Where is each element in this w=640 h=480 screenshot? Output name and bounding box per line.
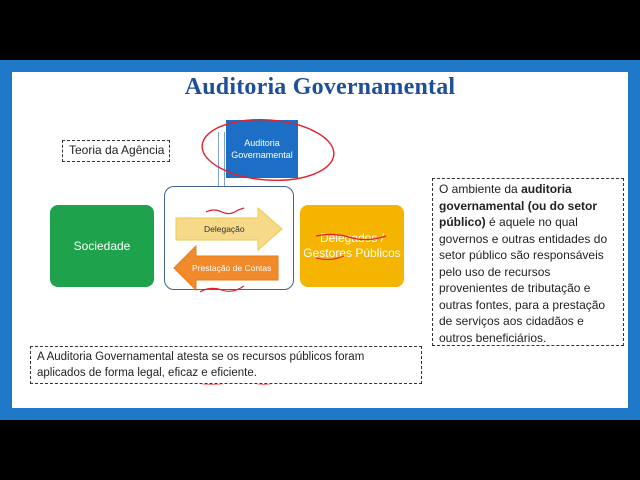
definition-rest: é aquele no qual governos e outras entidades do setor público são responsáveis pelo uso de recursos provenientes de tributação e outras fontes, para a prestação de serviços aos cidadãos e outros beneficiários.: [439, 215, 608, 345]
delegacao-label: Delegação: [204, 224, 245, 234]
slide-title: Auditoria Governamental: [184, 74, 456, 100]
definition-intro: O ambiente da: [439, 182, 522, 196]
sociedade-box: Sociedade: [50, 205, 154, 287]
teoria-label: Teoria da Agência: [62, 140, 170, 162]
definition-textbox: [432, 178, 624, 346]
annotation-mark: [206, 208, 244, 214]
definition-bold: auditoria governamental (ou do setor público): [439, 182, 598, 229]
annotation-circle: [200, 115, 336, 184]
annotation-mark: [200, 286, 244, 292]
annotation-mark: [316, 256, 344, 260]
summary-textbox: A Auditoria Governamental atesta se os recursos públicos foram aplicados de forma legal, eficaz e eficiente.: [30, 346, 422, 384]
annotation-mark: [316, 234, 386, 239]
prestacao-label: Prestação de Contas: [192, 263, 272, 273]
delegados-label: Delegados / Gestores Públicos: [303, 231, 401, 260]
auditoria-box: Auditoria Governamental: [226, 120, 298, 178]
